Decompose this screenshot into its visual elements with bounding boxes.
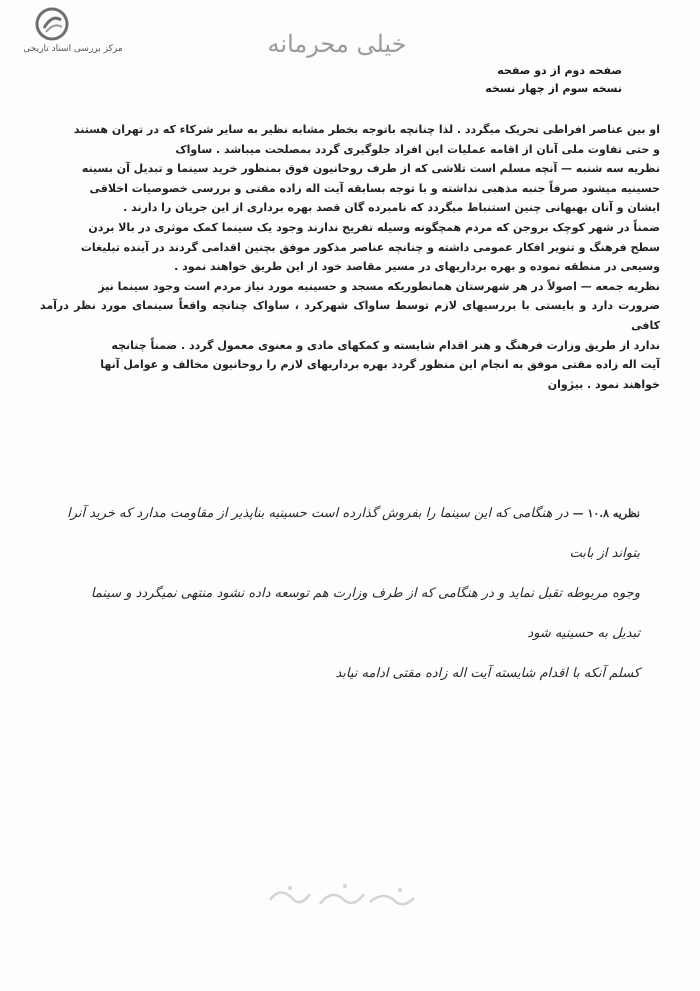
document-body — [40, 120, 660, 394]
page-count: صفحه دوم از دو صفحه — [497, 64, 622, 77]
classification-heading: خیلی محرمانه — [267, 30, 407, 58]
faint-classification-stamp — [250, 870, 450, 930]
handwritten-text: در هنگامی که این سینما را بفروش گذارده است حسینیه بناپذیر از مقاومت مدارد که خرید آنرا بتواند از بابت — [67, 506, 640, 561]
body-line: آیت اله زاده مقتی موفق به انجام این منظور گردد بهره برداریهای لازم را روحانیون مخالف و عوامل آنها — [100, 358, 660, 372]
body-line: نظریه سه شنبه — آنچه مسلم است تلاشی که از طرف روحانیون فوق بمنظور خرید سینما و تبدیل آن بسینه — [81, 162, 660, 176]
handwritten-line-2: وجوه مربوطه تقبل نماید و در هنگامی که از طرف وزارت هم توسعه داده نشود منتهی نمیگردد و سینما تبدیل به حسینیه شود — [90, 586, 640, 641]
body-line: و حتی تفاوت ملی آنان از اقامه عملیات این افراد جلوگیری گردد بمصلحت میباشد . ساواک — [175, 142, 660, 156]
body-line: نظریه جمعه — اصولاً در هر شهرستان همانطوریکه مسجد و حسینیه مورد نیاز مردم است وجود سینما نیز — [98, 279, 660, 293]
archive-logo-icon — [34, 6, 70, 42]
handwritten-line-1 — [60, 494, 640, 574]
body-line: او بین عناصر افراطی تحریک میگردد . لذا چنانچه باتوجه بخطر مشابه نظیر به سایر شرکاء که در تهران هستند — [73, 123, 660, 136]
page-meta — [422, 62, 622, 98]
body-line: حسینیه میشود صرفاً جنبه مذهبی نداشته و با توجه بسابقه آیت اله زاده مقتی و بررسی خصوصیات اخلاقی — [89, 181, 660, 195]
body-line: سطح فرهنگ و تنویر افکار عمومی داشته و چنانچه عناصر مذکور موفق بچنین اقدامی گردند در آینده تبلیغات — [80, 240, 660, 254]
note-label: نظریه ۱۰.۸ — — [572, 507, 640, 520]
copy-count: نسخه سوم از چهار نسخه — [485, 82, 622, 95]
body-line: ندارد از طریق وزارت فرهنگ و هنر اقدام شایسته و کمکهای مادی و معنوی معمول گردد . ضمناً چنانچه — [111, 338, 660, 352]
handwritten-note — [60, 494, 640, 694]
handwritten-line-3: کسلم آنکه با اقدام شایسته آیت اله زاده مقتی ادامه نیابد — [335, 666, 640, 681]
body-line: ضمناً در شهر کوچک بروجن که مردم همچگونه وسیله تفریح ندارند وجود یک سینما کمک موثری در بالا بردن — [88, 220, 660, 234]
body-line: وسیعی در منطقه نموده و بهره برداریهای در مسیر مقاصد خود از این طریق خواهند نمود . — [174, 260, 660, 274]
archive-logo — [14, 6, 123, 64]
body-line: خواهند نمود . بیژوان — [547, 377, 660, 391]
body-line: ضرورت دارد و بایستی با بررسیهای لازم توسط ساواک شهرکرد ، ساواک چنانچه واقعاً سینمای مورد نظر درآمد کافی — [40, 299, 660, 332]
body-line: ایشان و آنان بهبهانی چنین استنباط میگردد که نامبرده گان قصد بهره برداری از این جریان را دارند . — [123, 201, 660, 215]
archive-name: مرکز بررسی اسناد تاریخی — [23, 44, 123, 54]
